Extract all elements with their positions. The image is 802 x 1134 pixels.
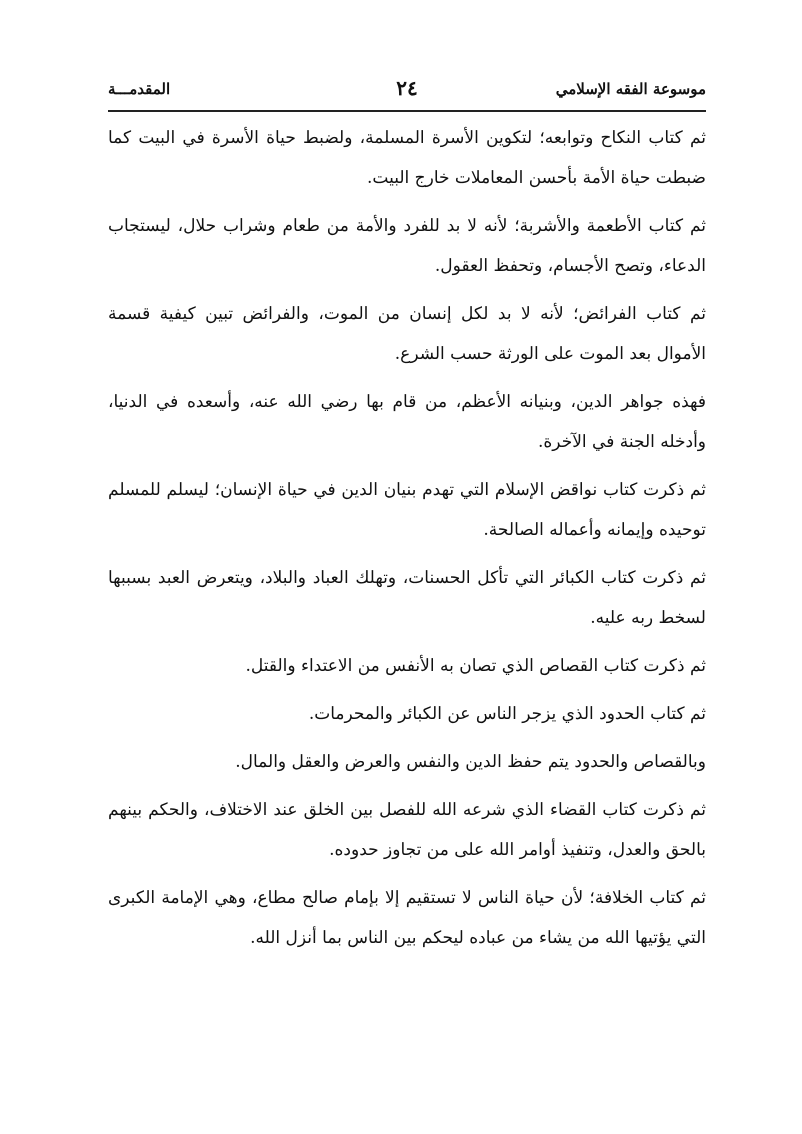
- paragraph-pillars: فهذه جواهر الدين، وبنيانه الأعظم، من قام بها رضي الله عنه، وأسعده في الدنيا، وأدخله الجنة في الآخرة.: [108, 392, 706, 452]
- paragraph-nullifiers: ثم ذكرت كتاب نواقض الإسلام التي تهدم بنيان الدين في حياة الإنسان؛ ليسلم للمسلم توحيده وإيمانه وأعماله الصالحة.: [108, 480, 706, 540]
- paragraph-caliphate: ثم كتاب الخلافة؛ لأن حياة الناس لا تستقيم إلا بإمام صالح مطاع، وهي الإمامة الكبرى التي يؤتيها الله من يشاء من عباده ليحكم بين الناس بما أنزل الله.: [108, 888, 706, 948]
- paragraph-major-sins: ثم ذكرت كتاب الكبائر التي تأكل الحسنات، وتهلك العباد والبلاد، ويتعرض العبد بسببها لسخط ربه عليه.: [108, 568, 706, 628]
- section-title: المقدمـــة: [108, 80, 171, 98]
- paragraph-foods: ثم كتاب الأطعمة والأشربة؛ لأنه لا بد للفرد والأمة من طعام وشراب حلال، ليستجاب الدعاء، وتصح الأجسام، وتحفظ العقول.: [108, 216, 706, 276]
- page-number: ٢٤: [396, 76, 418, 100]
- page-body: [108, 118, 706, 966]
- paragraph-preservation: وبالقصاص والحدود يتم حفظ الدين والنفس والعرض والعقل والمال.: [235, 752, 706, 772]
- paragraph-retribution: ثم ذكرت كتاب القصاص الذي تصان به الأنفس من الاعتداء والقتل.: [245, 656, 706, 676]
- paragraph-hudud: ثم كتاب الحدود الذي يزجر الناس عن الكبائر والمحرمات.: [308, 704, 706, 724]
- paragraph-inheritance: ثم كتاب الفرائض؛ لأنه لا بد لكل إنسان من الموت، والفرائض تبين كيفية قسمة الأموال بعد الموت على الورثة حسب الشرع.: [108, 304, 706, 364]
- paragraph-marriage: ثم كتاب النكاح وتوابعه؛ لتكوين الأسرة المسلمة، ولضبط حياة الأسرة في البيت كما ضبطت حياة الأمة بأحسن المعاملات خارج البيت.: [108, 128, 706, 188]
- page-header: [108, 76, 706, 110]
- header-divider: [108, 110, 706, 112]
- paragraph-judiciary: ثم ذكرت كتاب القضاء الذي شرعه الله للفصل بين الخلق عند الاختلاف، والحكم بينهم بالحق والعدل، وتنفيذ أوامر الله على من تجاوز حدوده.: [108, 800, 706, 860]
- book-title: موسوعة الفقه الإسلامي: [555, 80, 706, 98]
